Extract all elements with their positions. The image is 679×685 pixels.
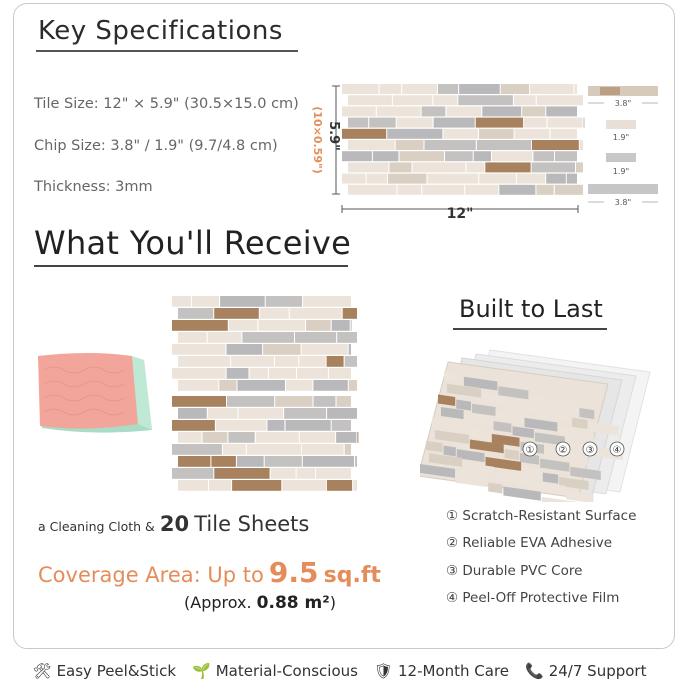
tools-icon: 🛠 bbox=[32, 662, 52, 680]
tile-sheet-top bbox=[172, 296, 357, 391]
benefit-label: Material-Conscious bbox=[215, 662, 358, 680]
sheets-text: Tile Sheets bbox=[194, 512, 310, 536]
benefit-peel-stick bbox=[33, 662, 177, 680]
approx-open: (Approx. bbox=[184, 593, 252, 612]
coverage-label: Coverage Area: Up to bbox=[38, 563, 264, 587]
feature-scratch-resistant: ① Scratch-Resistant Surface bbox=[446, 508, 637, 524]
chip-label-1: 3.8" bbox=[614, 99, 632, 108]
cloth-text: a Cleaning Cloth & bbox=[38, 519, 155, 534]
layer-number-1: ① bbox=[525, 445, 535, 456]
chip-small-2 bbox=[606, 153, 636, 162]
chip-small-1 bbox=[606, 120, 636, 129]
built-title: Built to Last bbox=[459, 295, 603, 323]
benefit-care bbox=[374, 662, 509, 680]
layer-number-4: ④ bbox=[612, 445, 622, 456]
dim-height-label: 5.9" bbox=[326, 121, 341, 151]
receive-title-underline bbox=[34, 265, 348, 267]
tile-size-spec: Tile Size: 12" × 5.9" (30.5×15.0 cm) bbox=[34, 96, 299, 112]
chip-label-2: 1.9" bbox=[612, 133, 630, 142]
layer-number-3: ③ bbox=[585, 445, 595, 456]
benefit-label: Easy Peel&Stick bbox=[56, 662, 177, 680]
spec-tile-image bbox=[342, 84, 585, 195]
tile-sheets-stack-image bbox=[166, 290, 366, 500]
sheet-count: 20 bbox=[159, 512, 190, 536]
receive-title: What You'll Receive bbox=[34, 224, 352, 262]
tile-dimension-diagram bbox=[300, 78, 670, 223]
feature-pvc-core: ③ Durable PVC Core bbox=[446, 563, 583, 579]
chip-size-spec: Chip Size: 3.8" / 1.9" (9.7/4.8 cm) bbox=[34, 138, 278, 154]
approx-value: 0.88 m² bbox=[256, 593, 330, 613]
dim-width-label: 12" bbox=[446, 206, 474, 222]
coverage-value: 9.5 bbox=[268, 556, 319, 589]
benefit-label: 24/7 Support bbox=[548, 662, 647, 680]
approx-metric bbox=[184, 593, 336, 613]
key-specs-title: Key Specifications bbox=[38, 16, 283, 46]
key-specs-underline bbox=[36, 50, 298, 52]
thickness-spec: Thickness: 3mm bbox=[34, 179, 153, 195]
built-title-underline bbox=[453, 328, 607, 330]
dim-height-alt-label: (10×0.59") bbox=[311, 106, 324, 174]
approx-close: ) bbox=[329, 593, 336, 612]
sprout-icon: 🌱 bbox=[192, 662, 211, 680]
footer-benefits bbox=[0, 662, 679, 680]
benefit-label: 12-Month Care bbox=[398, 662, 510, 680]
tile-sheet-bottom bbox=[172, 396, 358, 491]
layers-exploded-image bbox=[420, 342, 660, 502]
chip-label-4: 3.8" bbox=[614, 198, 632, 207]
chip-large-1 bbox=[588, 86, 658, 96]
benefit-support bbox=[525, 662, 646, 680]
coverage-area bbox=[38, 556, 381, 589]
chip-large-2 bbox=[588, 184, 658, 194]
feature-eva-adhesive: ② Reliable EVA Adhesive bbox=[446, 535, 613, 551]
benefit-material bbox=[192, 662, 358, 680]
receive-contents bbox=[38, 512, 309, 536]
shield-icon: 🛡 bbox=[373, 662, 394, 680]
chip-label-3: 1.9" bbox=[612, 167, 630, 176]
feature-protective-film: ④ Peel-Off Protective Film bbox=[446, 590, 620, 606]
cleaning-cloth-image bbox=[34, 350, 159, 440]
layer-number-2: ② bbox=[558, 445, 568, 456]
phone-icon: 📞 bbox=[525, 662, 544, 680]
coverage-unit: sq.ft bbox=[323, 563, 381, 588]
